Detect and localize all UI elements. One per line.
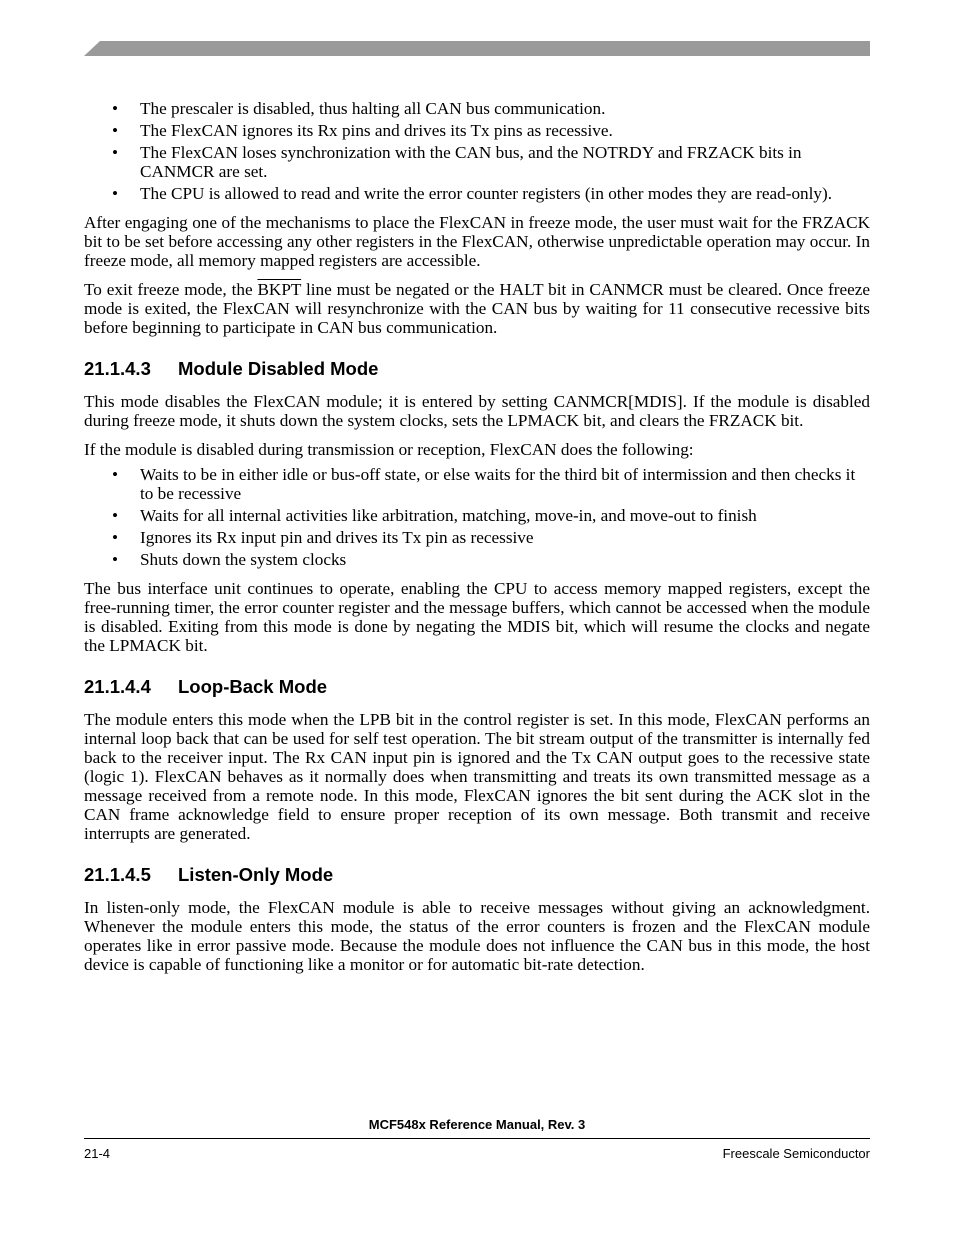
bullet-glyph: • bbox=[112, 184, 119, 203]
bullet-glyph: • bbox=[112, 143, 119, 162]
paragraph: In listen-only mode, the FlexCAN module is able to receive messages without giving an acknowledgment. Whenever the module enters this mode, the status of the error counters is frozen and the FlexCAN module operates like in error passive mode. Because the module does not influence the CAN bus in this mode, the host device is capable of functioning like a monitor or for automatic bit-rate detection. bbox=[84, 898, 870, 974]
paragraph-text: line must be negated or the HALT bit in CANMCR must be cleared. Once freeze mode is exited, the FlexCAN will resynchronize with the CAN bus by waiting for 11 consecutive recessive bits before beginning to participate in CAN bus communication. bbox=[84, 280, 870, 337]
paragraph-text: To exit freeze mode, the bbox=[84, 280, 258, 299]
paragraph: If the module is disabled during transmission or reception, FlexCAN does the following: bbox=[84, 440, 694, 459]
paragraph: The module enters this mode when the LPB bit in the control register is set. In this mode, FlexCAN performs an internal loop back that can be used for self test operation. The bit stream output of the transmitter is internally fed back to the receiver input. The Rx CAN input pin is ignored and the Tx CAN output goes to the recessive state (logic 1). FlexCAN behaves as it normally does when transmitting and treats its own transmitted message as a message received from a remote node. In this mode, FlexCAN ignores the bit sent during the ACK slot in the CAN frame acknowledge field to ensure proper reception of its own message. Both transmit and receive interrupts are generated. bbox=[84, 710, 870, 843]
list-item-text: The FlexCAN loses synchronization with the CAN bus, and the NOTRDY and FRZACK bits in CANMCR are set. bbox=[140, 143, 802, 181]
section-number: 21.1.4.3 bbox=[84, 358, 151, 379]
list-item bbox=[84, 506, 870, 525]
list-item-text: The prescaler is disabled, thus halting all CAN bus communication. bbox=[140, 99, 606, 118]
section-title: Listen-Only Mode bbox=[178, 864, 334, 885]
section-heading-listen-only bbox=[84, 864, 870, 886]
list-item bbox=[84, 184, 870, 203]
bullet-glyph: • bbox=[112, 121, 119, 140]
disabled-mode-bullet-list bbox=[84, 465, 870, 569]
footer-company: Freescale Semiconductor bbox=[722, 1146, 870, 1161]
bullet-glyph: • bbox=[112, 528, 119, 547]
section-number: 21.1.4.5 bbox=[84, 864, 151, 885]
list-item-text: Shuts down the system clocks bbox=[140, 550, 347, 569]
list-item bbox=[84, 143, 870, 181]
bullet-glyph: • bbox=[112, 465, 119, 484]
bullet-glyph: • bbox=[112, 99, 119, 118]
list-item bbox=[84, 528, 870, 547]
footer-page-number: 21-4 bbox=[84, 1146, 111, 1161]
paragraph: This mode disables the FlexCAN module; it is entered by setting CANMCR[MDIS]. If the module is disabled during freeze mode, it shuts down the system clocks, sets the LPMACK bit, and clears the FRZACK bit. bbox=[84, 392, 870, 430]
section-title: Module Disabled Mode bbox=[178, 358, 379, 379]
header-bar bbox=[84, 41, 870, 56]
list-item-text: Waits for all internal activities like arbitration, matching, move-in, and move-out to finish bbox=[140, 506, 757, 525]
list-item-text: The CPU is allowed to read and write the error counter registers (in other modes they are read-only). bbox=[140, 184, 833, 203]
section-number: 21.1.4.4 bbox=[84, 676, 151, 697]
paragraph-freeze-wait: After engaging one of the mechanisms to place the FlexCAN in freeze mode, the user must wait for the FRZACK bit to be set before accessing any other registers in the FlexCAN, otherwise unpredictable operation may occur. In freeze mode, all memory mapped registers are accessible. bbox=[84, 213, 870, 270]
paragraph: The bus interface unit continues to operate, enabling the CPU to access memory mapped registers, except the free-running timer, the error counter register and the message buffers, which cannot be accessed when the module is disabled. Exiting from this mode is done by negating the MDIS bit, which will resume the clocks and negate the LPMACK bit. bbox=[84, 579, 870, 655]
bullet-glyph: • bbox=[112, 506, 119, 525]
list-item bbox=[84, 465, 870, 503]
footer-manual-title: MCF548x Reference Manual, Rev. 3 bbox=[368, 1117, 586, 1132]
freeze-mode-bullet-list bbox=[84, 99, 870, 203]
list-item-text: Ignores its Rx input pin and drives its Tx pin as recessive bbox=[140, 528, 534, 547]
section-heading-module-disabled bbox=[84, 358, 870, 380]
list-item bbox=[84, 550, 870, 569]
list-item-text: The FlexCAN ignores its Rx pins and drives its Tx pins as recessive. bbox=[140, 121, 613, 140]
footer-divider bbox=[84, 1138, 870, 1139]
section-heading-loop-back bbox=[84, 676, 870, 698]
list-item bbox=[84, 99, 870, 118]
bkpt-signal-name: BKPT bbox=[257, 280, 302, 299]
list-item bbox=[84, 121, 870, 140]
section-title: Loop-Back Mode bbox=[178, 676, 328, 697]
bullet-glyph: • bbox=[112, 550, 119, 569]
page-content bbox=[84, 99, 870, 984]
paragraph-freeze-exit bbox=[84, 280, 870, 337]
list-item-text: Waits to be in either idle or bus-off state, or else waits for the third bit of intermission and then checks it to be recessive bbox=[140, 465, 856, 503]
